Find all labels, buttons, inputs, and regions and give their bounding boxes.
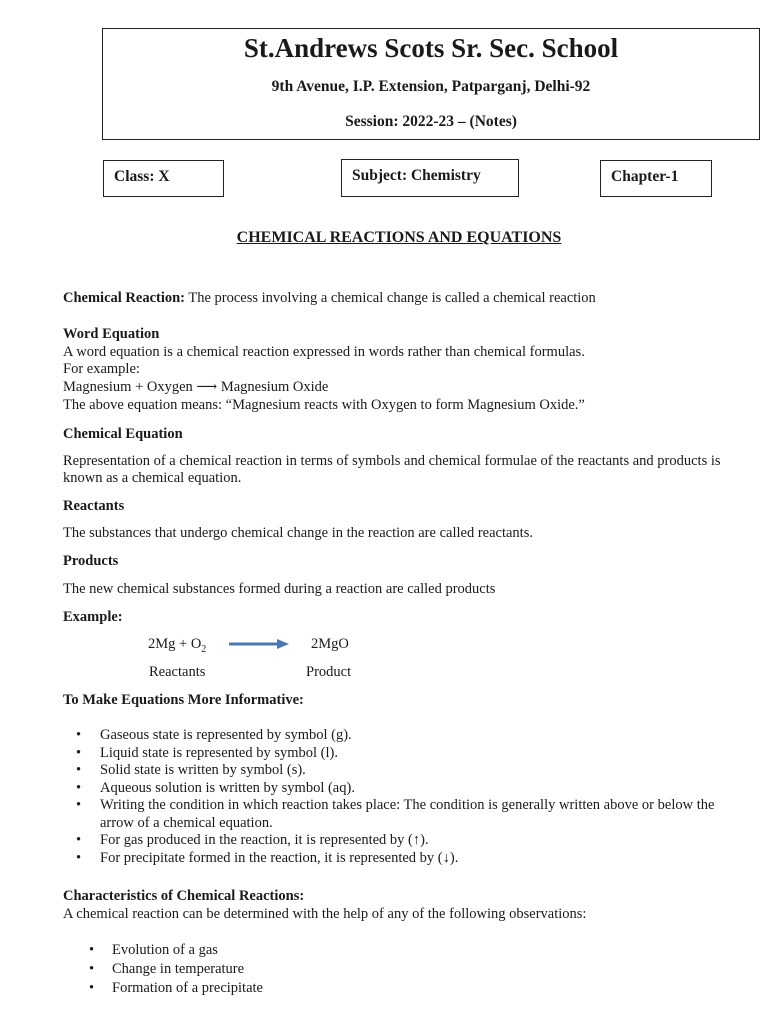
class-box: Class: X: [103, 160, 224, 197]
reactants-heading: Reactants: [63, 498, 125, 514]
informative-heading: To Make Equations More Informative:: [63, 692, 304, 708]
products-text: The new chemical substances formed during a reaction are called products: [63, 581, 496, 597]
subscript: 2: [201, 643, 207, 655]
informative-list: [63, 727, 743, 867]
list-item: • Change in temperature: [63, 960, 743, 979]
school-name: St.Andrews Scots Sr. Sec. School: [243, 33, 619, 63]
equation-rhs: 2MgO: [311, 636, 349, 652]
list-item: • For gas produced in the reaction, it is represented by (↑).: [63, 832, 743, 850]
reactants-text: The substances that undergo chemical change in the reaction are called reactants.: [63, 525, 533, 541]
list-item: • Formation of a precipitate: [63, 979, 743, 998]
word-equation-line3: Magnesium + Oxygen ⟶ Magnesium Oxide: [63, 379, 329, 395]
session-label: Session: 2022-23 – (Notes): [345, 113, 517, 130]
list-item: • Aqueous solution is written by symbol (aq).: [63, 780, 743, 798]
list-item: • Liquid state is represented by symbol (l).: [63, 745, 743, 763]
subject-box: Subject: Chemistry: [341, 159, 519, 197]
page-title: CHEMICAL REACTIONS AND EQUATIONS: [236, 229, 562, 246]
header-box: [102, 28, 760, 140]
chapter-box: Chapter-1: [600, 160, 712, 197]
list-item: • Evolution of a gas: [63, 941, 743, 960]
example-heading: Example:: [63, 609, 123, 625]
characteristics-list: [63, 941, 743, 998]
reactants-label: Reactants: [149, 664, 206, 680]
products-heading: Products: [63, 553, 119, 569]
word-equation-line2: For example:: [63, 361, 140, 377]
chemical-reaction-text: The process involving a chemical change is called a chemical reaction: [185, 290, 596, 306]
characteristics-heading: Characteristics of Chemical Reactions:: [63, 888, 305, 904]
characteristics-intro: A chemical reaction can be determined with the help of any of the following observations:: [63, 906, 587, 922]
chemical-equation-heading: Chemical Equation: [63, 426, 183, 442]
reaction-arrow-icon: [229, 636, 289, 652]
list-item: • For precipitate formed in the reaction, it is represented by (↓).: [63, 850, 743, 868]
equation-lhs: $2Mg + O_2$: [148, 636, 207, 655]
chemical-equation-text: Representation of a chemical reaction in terms of symbols and chemical formulae of the reactants and products is known as a chemical equation.: [63, 453, 721, 486]
school-address: 9th Avenue, I.P. Extension, Patparganj, Delhi-92: [271, 78, 591, 95]
list-item: • Solid state is written by symbol (s).: [63, 762, 743, 780]
chemical-reaction-definition: [63, 290, 596, 307]
list-item: • Writing the condition in which reaction takes place: The condition is generally written above or below the arrow of a chemical equation.: [63, 797, 743, 832]
word-equation-heading: Word Equation: [63, 326, 160, 342]
product-label: Product: [306, 664, 352, 680]
list-item: • Gaseous state is represented by symbol (g).: [63, 727, 743, 745]
word-equation-line1: A word equation is a chemical reaction expressed in words rather than chemical formulas.: [63, 344, 585, 360]
chemical-reaction-label: Chemical Reaction:: [63, 290, 186, 306]
word-equation-line4: The above equation means: “Magnesium reacts with Oxygen to form Magnesium Oxide.”: [63, 397, 585, 413]
